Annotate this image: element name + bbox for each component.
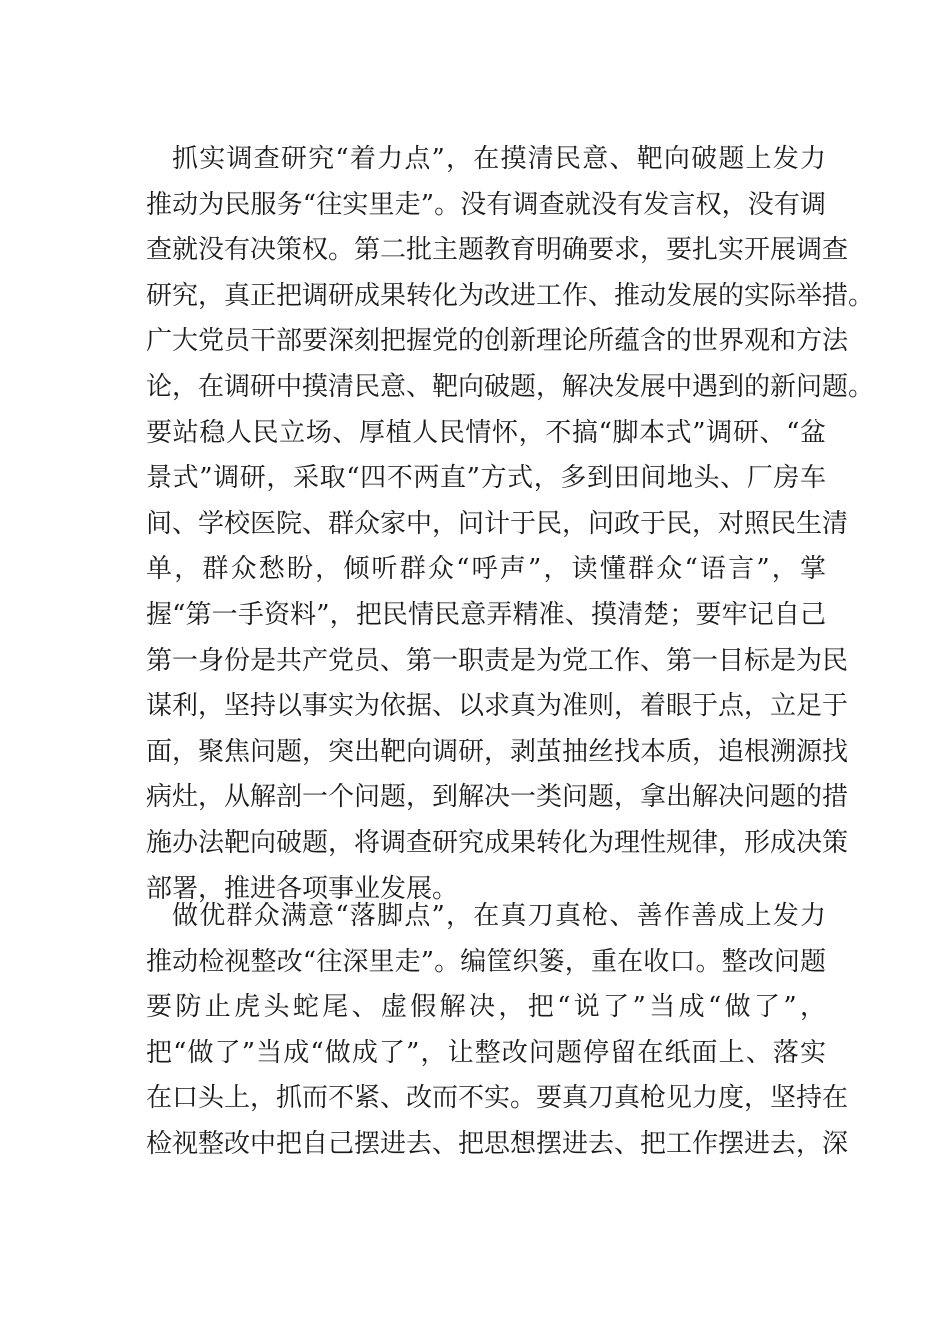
paragraph-line: 施办法靶向破题，将调查研究成果转化为理性规律，形成决策: [146, 827, 849, 858]
paragraph-rectification: [146, 894, 849, 1168]
paragraph-line: 面，聚焦问题，突出靶向调研，剥茧抽丝找本质，追根溯源找: [146, 736, 849, 767]
paragraph-line: 单，群众愁盼，倾听群众“呼声”，读懂群众“语言”，掌: [146, 554, 826, 585]
paragraph-line: 把“做了”当成“做成了”，让整改问题停留在纸面上、落实: [146, 1037, 826, 1068]
paragraph-line: 查就没有决策权。第二批主题教育明确要求，要扎实开展调查: [146, 235, 849, 266]
paragraph-line: 研究，真正把调研成果转化为改进工作、推动发展的实际举措。: [146, 280, 875, 311]
paragraph-line: 要防止虎头蛇尾、虚假解决，把“说了”当成“做了”，: [146, 992, 826, 1023]
paragraph-line: 检视整改中把自己摆进去、把思想摆进去、把工作摆进去，深: [146, 1128, 849, 1159]
paragraph-line: 论，在调研中摸清民意、靶向破题，解决发展中遇到的新问题。: [146, 371, 875, 402]
paragraph-research: [146, 137, 875, 912]
paragraph-line: 间、学校医院、群众家中，问计于民，问政于民，对照民生清: [146, 508, 849, 539]
paragraph-line: 部署，推进各项事业发展。: [146, 873, 459, 904]
paragraph-line: 景式”调研，采取“四不两直”方式，多到田间地头、厂房车: [146, 463, 826, 494]
paragraph-line: 广大党员干部要深刻把握党的创新理论所蕴含的世界观和方法: [146, 326, 849, 357]
paragraph-line: 做优群众满意“落脚点”，在真刀真枪、善作善成上发力: [172, 901, 826, 931]
paragraph-line: 病灶，从解剖一个问题，到解决一类问题，拿出解决问题的措: [146, 782, 849, 813]
paragraph-line: 抓实调查研究“着力点”，在摸清民意、靶向破题上发力: [172, 144, 826, 174]
paragraph-line: 谋利，坚持以事实为依据、以求真为准则，着眼于点，立足于: [146, 691, 849, 722]
paragraph-line: 握“第一手资料”，把民情民意弄精准、摸清楚；要牢记自己: [146, 599, 826, 630]
paragraph-line: 推动检视整改“往深里走”。编筐织篓，重在收口。整改问题: [146, 946, 826, 977]
paragraph-line: 在口头上，抓而不紧、改而不实。要真刀真枪见力度，坚持在: [146, 1083, 849, 1114]
paragraph-line: 第一身份是共产党员、第一职责是为党工作、第一目标是为民: [146, 645, 849, 676]
paragraph-line: 推动为民服务“往实里走”。没有调查就没有发言权，没有调: [146, 189, 826, 220]
paragraph-line: 要站稳人民立场、厚植人民情怀，不搞“脚本式”调研、“盆: [146, 417, 826, 448]
